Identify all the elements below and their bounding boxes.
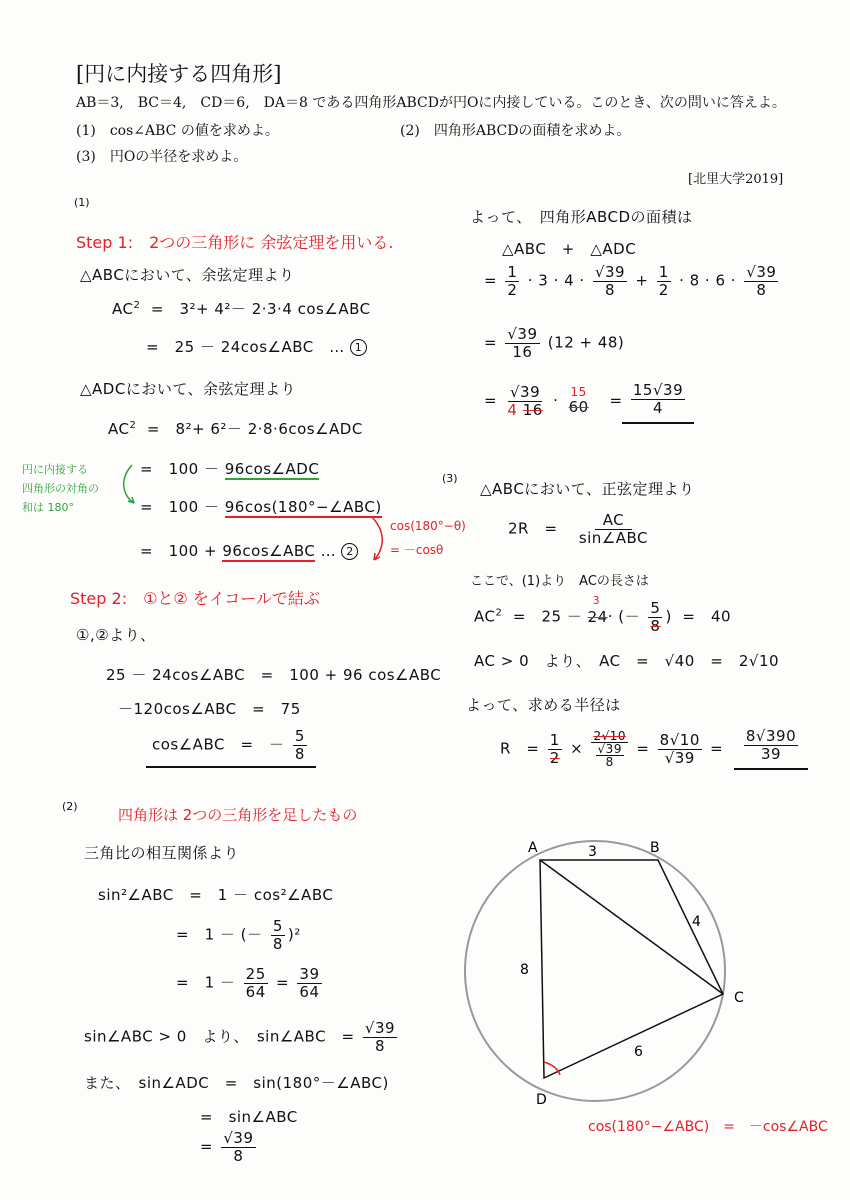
- circled-1: 1: [350, 339, 367, 356]
- area-eq2: = $\frac{√39}{16}$ (12 + 48): [484, 325, 625, 361]
- eq-sin2-value: = 1 － $\frac{25}{64}$ = $\frac{39}{64}$: [176, 965, 320, 1001]
- step2-heading: Step 2: ①と② をイコールで結ぶ: [70, 589, 320, 608]
- diagram-caption: cos(180°−∠ABC) = －cos∠ABC: [588, 1119, 828, 1135]
- sine-rule-eq: 2R = AC sin∠ABC: [508, 511, 649, 547]
- cyclic-quadrilateral-diagram: [460, 830, 760, 1120]
- problem-statement: AB＝3, BC＝4, CD＝6, DA＝8 である四角形ABCDが円Oに内接している。このとき、次の問いに答えよ。: [76, 95, 786, 111]
- ac-value-eq: $AC^2$ = 25 － 3 24· (－ $\frac{5}{8}$ ) = 40: [474, 593, 732, 635]
- eq-adc-line3: = 100 － 96cos(180°−∠ABC): [140, 498, 382, 516]
- step1-heading: Step 1: 2つの三角形に 余弦定理を用いる.: [76, 233, 394, 252]
- eq-adc-line4: = 100 + 96cos∠ABC … 2: [140, 540, 358, 561]
- question-1: (1) cos∠ABC の値を求めよ。: [76, 123, 279, 139]
- eq-sin-adc-3: = $\frac{√39}{8}$: [200, 1129, 254, 1165]
- eq-sin-abc: sin∠ABC > 0 より、 sin∠ABC = $\frac{√39}{8}$: [84, 1019, 396, 1055]
- area-eq1: = $\frac{1}{2}$ · 3 · 4 · $\frac{√39}{8}$ + $\frac{1}{2}$ · 8 · 6 · $\frac{√39}{8}$: [484, 263, 777, 299]
- radius-intro: よって、求める半径は: [466, 696, 621, 714]
- from-1-2: ①,②より、: [76, 626, 156, 644]
- vertex-c: C: [734, 990, 744, 1006]
- side-da-label: 8: [520, 962, 529, 978]
- radius-eq: R = $\frac{1}{2}$ × 2√10 √39 8 = $\frac{8√10}{√39}$ =: [500, 729, 724, 769]
- ac-length-intro: ここで、(1)より ACの長さは: [470, 574, 649, 589]
- area-intro: よって、 四角形ABCDの面積は: [470, 208, 693, 226]
- eq-solve: －120cos∠ABC = 75: [118, 700, 301, 718]
- eq-ac2-abc-simplified: = 25 － 24cos∠ABC … 1: [146, 336, 367, 357]
- page-title: [円に内接する四角形]: [76, 62, 282, 86]
- green-side-note: 円に内接する 四角形の対角の 和は 180°: [22, 463, 99, 514]
- source-label: [北里大学2019]: [688, 172, 784, 187]
- quadrilateral-abcd: [540, 860, 723, 1078]
- red-side-note: cos(180°−θ) = －cosθ: [390, 519, 466, 557]
- trig-relation-intro: 三角比の相互関係より: [84, 844, 240, 862]
- red-bracket-arrow: [368, 514, 390, 564]
- side-cd-label: 6: [634, 1044, 643, 1060]
- eq-combine: 25 － 24cos∠ABC = 100 + 96 cos∠ABC: [106, 666, 442, 684]
- adc-cosine-intro: △ADCにおいて、余弦定理より: [80, 380, 297, 398]
- side-bc-label: 4: [692, 914, 701, 930]
- section-2-heading: 四角形は 2つの三角形を足したもの: [118, 806, 358, 824]
- area-eq3: = $\frac{√39}{4 16}$ · 15 60 =: [484, 383, 623, 419]
- area-sum: △ABC + △ADC: [502, 240, 637, 258]
- green-bracket-arrow: [118, 462, 138, 506]
- eq-sin2-sub: = 1 － (－ $\frac{5}{8}$ )²: [176, 917, 301, 953]
- vertex-d: D: [536, 1092, 547, 1108]
- ac-positive: AC > 0 より、 AC = √40 = 2√10: [474, 652, 780, 670]
- sine-rule-intro: △ABCにおいて、正弦定理より: [480, 480, 695, 498]
- circled-2: 2: [341, 543, 358, 560]
- section-2-number: (2): [62, 800, 78, 813]
- angle-d-mark: [544, 1062, 560, 1075]
- circle-o: [465, 841, 725, 1101]
- abc-cosine-intro: △ABCにおいて、余弦定理より: [80, 266, 295, 284]
- radius-answer: $\frac{8√390}{39}$: [734, 728, 808, 770]
- eq-ac2-abc: $AC^2$ = 3²+ 4²－ 2·3·4 cos∠ABC: [112, 300, 371, 318]
- vertex-b: B: [650, 840, 660, 856]
- question-2: (2) 四角形ABCDの面積を求めよ。: [400, 123, 631, 139]
- section-3-number: (3): [442, 472, 458, 485]
- eq-ac2-adc: $AC^2$ = 8²+ 6²－ 2·8·6cos∠ADC: [108, 420, 363, 438]
- eq-sin-adc: また、 sin∠ADC = sin(180°－∠ABC): [84, 1074, 389, 1092]
- eq-sin-adc-2: = sin∠ABC: [200, 1108, 298, 1126]
- side-ab-label: 3: [588, 844, 597, 860]
- section-1-number: (1): [74, 196, 90, 209]
- question-3: (3) 円Oの半径を求めよ。: [76, 149, 248, 165]
- eq-sin2: sin²∠ABC = 1 － cos²∠ABC: [98, 886, 334, 904]
- vertex-a: A: [528, 840, 538, 856]
- answer-cos-abc: cos∠ABC = － $\frac{5}{8}$: [146, 728, 316, 768]
- area-answer: $\frac{15√39}{4}$: [622, 382, 694, 424]
- eq-adc-line2: = 100 － 96cos∠ADC: [140, 460, 320, 478]
